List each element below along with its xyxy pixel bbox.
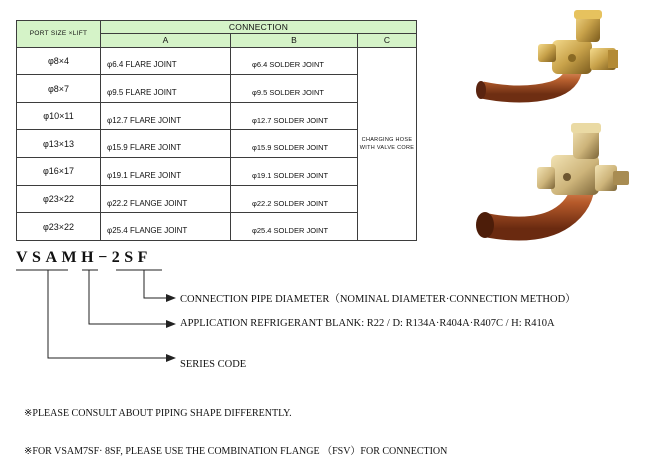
table-row	[17, 75, 417, 103]
refrigerant-legend: APPLICATION REFRIGERANT BLANK: R22 / D: R134A·R404A·R407C / H: R410A	[180, 318, 555, 329]
connection-arrowhead	[166, 294, 176, 302]
table-row	[17, 47, 417, 75]
connection-a-cell: φ25.4 FLANGE JOINT	[101, 213, 231, 241]
model-refrigerant-code: H	[81, 249, 99, 266]
connection-a-cell: φ22.2 FLANGE JOINT	[101, 185, 231, 213]
model-series-code: VSAM	[16, 249, 82, 266]
connection-b-cell: φ6.4 SOLDER JOINT	[231, 47, 358, 75]
column-c-header: C	[358, 34, 417, 47]
connection-a-cell: φ19.1 FLARE JOINT	[101, 158, 231, 186]
table-row	[17, 213, 417, 241]
table-row	[17, 130, 417, 158]
model-dash: −	[98, 249, 112, 266]
connection-a-cell: φ9.5 FLARE JOINT	[101, 75, 231, 103]
connection-leader	[144, 270, 168, 298]
model-size-code: 2	[111, 249, 125, 266]
connection-b-cell: φ9.5 SOLDER JOINT	[231, 75, 358, 103]
model-connection-code: SF	[124, 249, 152, 266]
port-size-cell: φ8×7	[17, 75, 101, 103]
connection-a-cell: φ12.7 FLARE JOINT	[101, 102, 231, 130]
column-b-header: B	[231, 34, 358, 47]
port-size-cell: φ23×22	[17, 213, 101, 241]
connection-b-cell: φ25.4 SOLDER JOINT	[231, 213, 358, 241]
refrigerant-arrowhead	[166, 320, 176, 328]
table-row	[17, 158, 417, 186]
port-size-cell: φ16×17	[17, 158, 101, 186]
connection-legend: CONNECTION PIPE DIAMETER（NOMINAL DIAMETER·CONNECTION METHOD）	[180, 294, 576, 305]
piping-shape-note: ※PLEASE CONSULT ABOUT PIPING SHAPE DIFFERENTLY.	[24, 408, 292, 419]
port-size-cell: φ8×4	[17, 47, 101, 75]
table-row	[17, 185, 417, 213]
connection-c-cell	[358, 47, 417, 240]
connection-b-cell: φ22.2 SOLDER JOINT	[231, 185, 358, 213]
combination-flange-note: ※FOR VSAM7SF· 8SF, PLEASE USE THE COMBINATION FLANGE （FSV）FOR CONNECTION	[24, 446, 448, 457]
charging-hose-line1: CHARGING HOSE	[361, 136, 413, 143]
model-code	[16, 249, 152, 267]
bottom-valve-photo	[455, 117, 643, 257]
connection-a-cell: φ6.4 FLARE JOINT	[101, 47, 231, 75]
series-legend: SERIES CODE	[180, 359, 247, 370]
series-leader	[48, 270, 168, 358]
connection-header: CONNECTION	[101, 21, 417, 34]
table-row	[17, 102, 417, 130]
connection-a-cell: φ15.9 FLARE JOINT	[101, 130, 231, 158]
connection-spec-table	[16, 20, 417, 241]
port-size-header: PORT SIZE ×LIFT	[17, 21, 101, 48]
series-arrowhead	[166, 354, 176, 362]
top-valve-photo	[462, 2, 622, 120]
refrigerant-leader	[89, 270, 168, 324]
connection-b-cell: φ15.9 SOLDER JOINT	[231, 130, 358, 158]
port-size-cell: φ23×22	[17, 185, 101, 213]
connection-b-cell: φ19.1 SOLDER JOINT	[231, 158, 358, 186]
connection-b-cell: φ12.7 SOLDER JOINT	[231, 102, 358, 130]
port-size-cell: φ10×11	[17, 102, 101, 130]
column-a-header: A	[101, 34, 231, 47]
port-size-cell: φ13×13	[17, 130, 101, 158]
charging-hose-line2: WITH VALVE CORE	[359, 144, 415, 151]
